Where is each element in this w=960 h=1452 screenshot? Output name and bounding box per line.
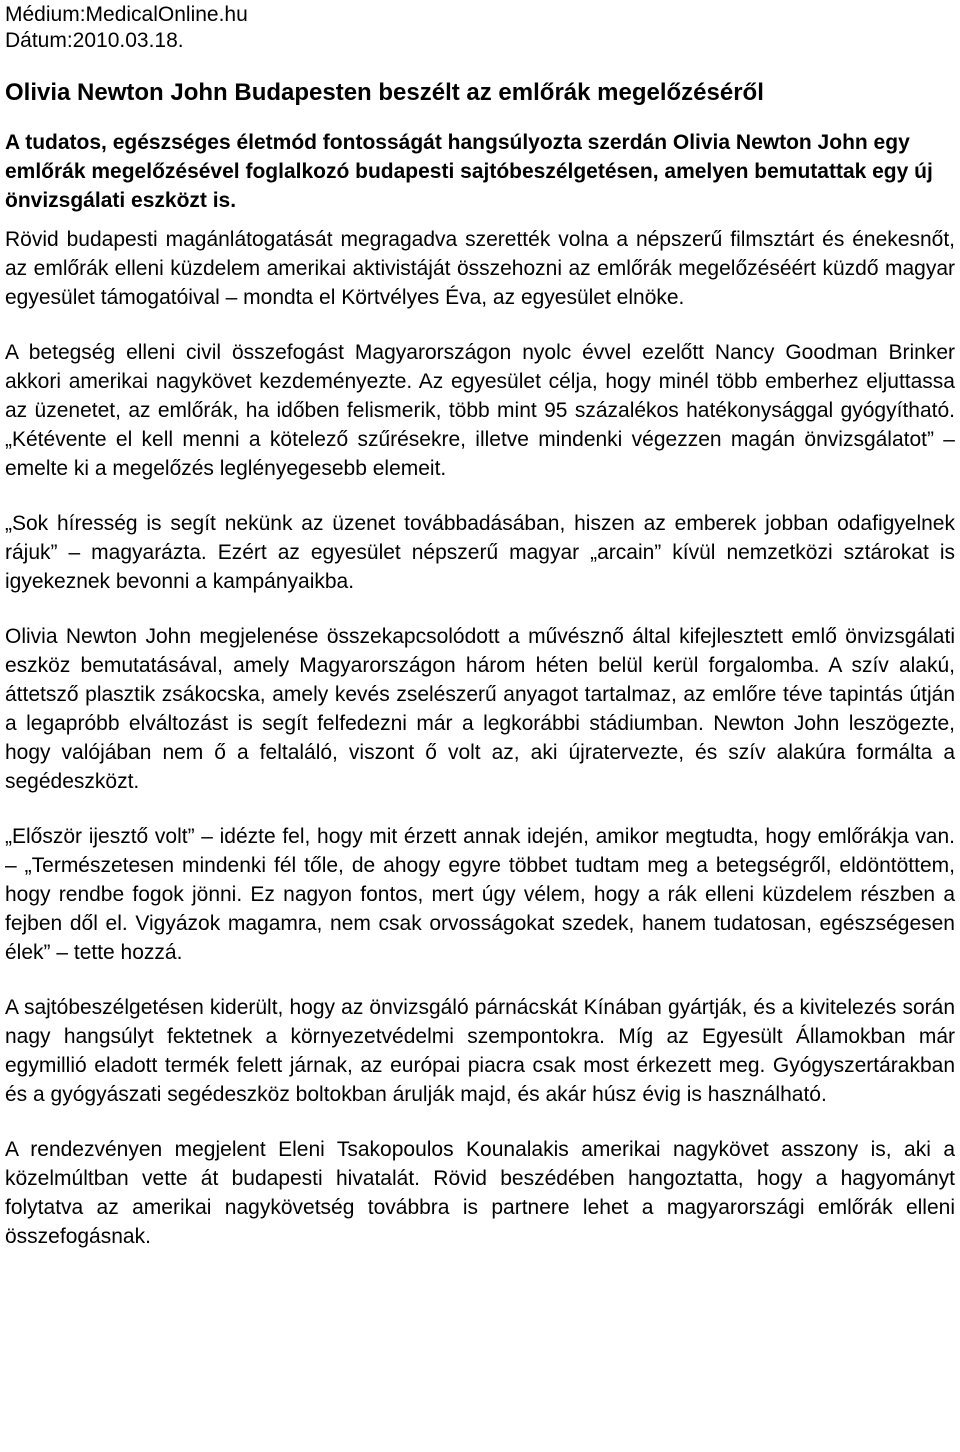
article-paragraph-3: „Sok híresség is segít nekünk az üzenet továbbadásában, hiszen az emberek jobban odafigyelnek rájuk” – magyarázta. Ezért az egyesület népszerű magyar „arcain” kívül nemzetközi sztárokat is igyekeznek bevonni a kampányaikba.	[5, 512, 955, 593]
article-body	[5, 225, 955, 1251]
document-metadata	[5, 0, 955, 54]
article-lead: A tudatos, egészséges életmód fontosságát hangsúlyozta szerdán Olivia Newton John egy emlőrák megelőzésével foglalkozó budapesti sajtóbeszélgetésen, amelyen bemutattak egy új önvizsgálati eszközt is.	[5, 131, 933, 212]
article-paragraph-1: Rövid budapesti magánlátogatását megragadva szerették volna a népszerű filmsztárt és énekesnőt, az emlőrák elleni küzdelem amerikai aktivistáját összehozni az emlőrák megelőzéséért küzdő magyar egyesület támogatóival – mondta el Körtvélyes Éva, az egyesület elnöke.	[5, 228, 955, 309]
article-paragraph-7: A rendezvényen megjelent Eleni Tsakopoulos Kounalakis amerikai nagykövet asszony is, aki a közelmúltban vette át budapesti hivatalát. Rövid beszédében hangoztatta, hogy a hagyományt folytatva az amerikai nagykövetség továbbra is partnere lehet a magyarországi emlőrák elleni összefogásnak.	[5, 1138, 955, 1248]
medium-line: Médium:MedicalOnline.hu	[5, 3, 248, 26]
date-line: Dátum:2010.03.18.	[5, 29, 184, 52]
article-paragraph-2: A betegség elleni civil összefogást Magyarországon nyolc évvel ezelőtt Nancy Goodman Brinker akkori amerikai nagykövet kezdeményezte. Az egyesület célja, hogy minél több emberhez eljuttassa az üzenetet, az emlőrák, ha időben felismerik, több mint 95 százalékos hatékonysággal gyógyítható. „Kétévente el kell menni a kötelező szűrésekre, illetve mindenki végezzen magán önvizsgálatot” – emelte ki a megelőzés leglényegesebb elemeit.	[5, 341, 955, 480]
article-paragraph-4: Olivia Newton John megjelenése összekapcsolódott a művésznő által kifejlesztett emlő önvizsgálati eszköz bemutatásával, amely Magyarországon három héten belül kerül forgalomba. A szív alakú, áttetsző plasztik zsákocska, amely kevés zselészerű anyagot tartalmaz, az emlőre téve tapintás útján a legapróbb elváltozást is segít felfedezni már a legkorábbi stádiumban. Newton John leszögezte, hogy valójában nem ő a feltaláló, viszont ő volt az, aki újratervezte, és szív alakúra formálta a segédeszközt.	[5, 625, 955, 793]
article-title: Olivia Newton John Budapesten beszélt az emlőrák megelőzéséről	[5, 79, 764, 106]
document-page	[5, 0, 955, 1251]
article-paragraph-5: „Először ijesztő volt” – idézte fel, hogy mit érzett annak idején, amikor megtudta, hogy emlőrákja van. – „Természetesen mindenki fél tőle, de ahogy egyre többet tudtam meg a betegségről, eldöntöttem, hogy rendbe fogok jönni. Ez nagyon fontos, mert úgy vélem, hogy a rák elleni küzdelem részben a fejben dől el. Vigyázok magamra, nem csak orvosságokat szedek, hanem tudatosan, egészségesen élek” – tette hozzá.	[5, 825, 955, 964]
article-paragraph-6: A sajtóbeszélgetésen kiderült, hogy az önvizsgáló párnácskát Kínában gyártják, és a kivitelezés során nagy hangsúlyt fektetnek a környezetvédelmi szempontokra. Míg az Egyesült Államokban már egymillió eladott termék felett járnak, az európai piacra csak most érkezett meg. Gyógyszertárakban és a gyógyászati segédeszköz boltokban árulják majd, és akár húsz évig is használható.	[5, 996, 955, 1106]
